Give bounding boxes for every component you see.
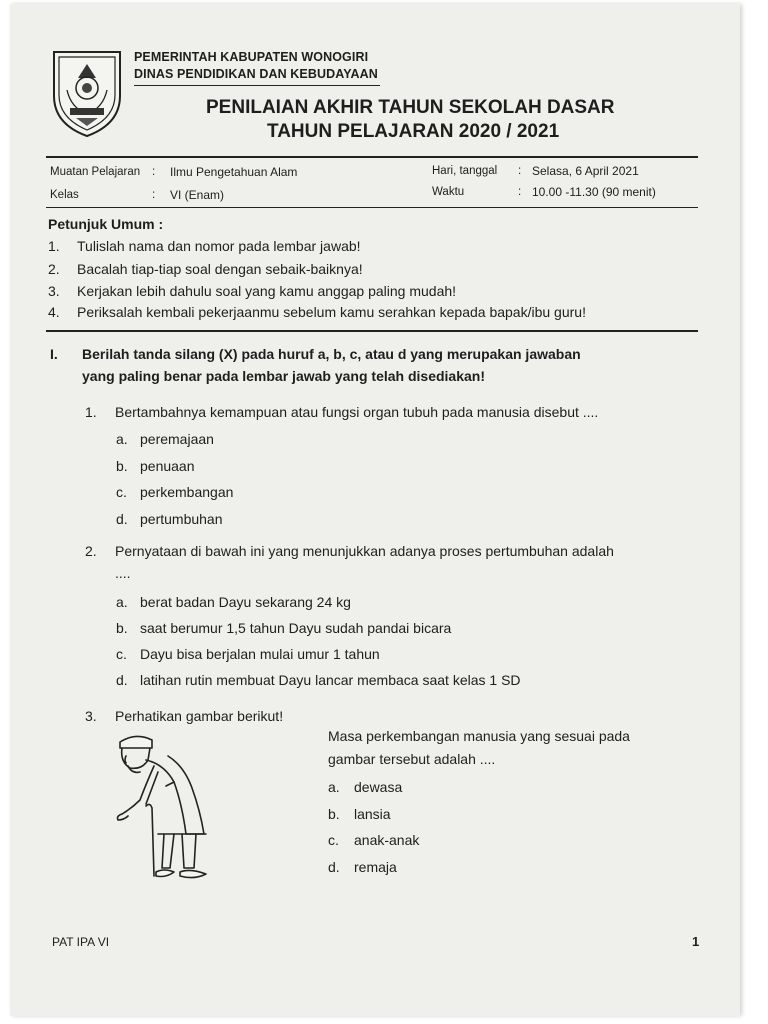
date-colon: :	[518, 165, 522, 177]
option-text: lansia	[354, 806, 391, 822]
section-instruction-line-2: yang paling benar pada lembar jawab yang telah disediakan!	[82, 368, 486, 384]
option-text: remaja	[354, 859, 397, 875]
date-value: Selasa, 6 April 2021	[532, 164, 639, 178]
exam-title-line-2: TAHUN PELAJARAN 2020 / 2021	[267, 121, 560, 142]
instructions-heading: Petunjuk Umum :	[48, 216, 164, 232]
section-number: I.	[50, 346, 58, 362]
info-divider	[46, 207, 698, 208]
question-number: 2.	[85, 543, 97, 559]
question-number: 1.	[85, 404, 97, 420]
instruction-text: Periksalah kembali pekerjaanmu sebelum kamu serahkan kepada bapak/ibu guru!	[77, 304, 586, 320]
class-value: VI (Enam)	[170, 188, 225, 202]
instruction-text: Kerjakan lebih dahulu soal yang kamu anggap paling mudah!	[77, 283, 457, 299]
option-text: peremajaan	[140, 431, 214, 447]
question-text: Bertambahnya kemampuan atau fungsi organ tubuh pada manusia disebut ....	[115, 404, 599, 420]
option-text: pertumbuhan	[140, 511, 223, 527]
option-text: berat badan Dayu sekarang 24 kg	[140, 594, 351, 610]
instruction-number: 4.	[48, 304, 60, 320]
option-text: Dayu bisa berjalan mulai umur 1 tahun	[140, 646, 380, 662]
header-divider	[46, 156, 698, 158]
agency-line-1: PEMERINTAH KABUPATEN WONOGIRI	[134, 50, 369, 64]
footer-subject-code: PAT IPA VI	[52, 935, 110, 949]
date-label: Hari, tanggal	[432, 165, 498, 177]
agency-line-2: DINAS PENDIDIKAN DAN KEBUDAYAAN	[134, 67, 378, 81]
option-letter: b.	[116, 458, 128, 474]
section-instruction-line-1: Berilah tanda silang (X) pada huruf a, b, c, atau d yang merupakan jawaban	[82, 346, 581, 362]
page-number: 1	[692, 934, 700, 949]
option-text: saat berumur 1,5 tahun Dayu sudah pandai bicara	[140, 620, 452, 636]
question-number: 3.	[85, 708, 97, 724]
option-letter: b.	[116, 620, 128, 636]
subject-label: Muatan Pelajaran	[50, 166, 141, 178]
wonogiri-emblem-logo	[48, 48, 126, 138]
time-colon: :	[518, 186, 522, 198]
instruction-number: 3.	[48, 283, 60, 299]
option-letter: a.	[328, 779, 340, 795]
subject-value: Ilmu Pengetahuan Alam	[170, 165, 298, 179]
option-text: latihan rutin membuat Dayu lancar membaca saat kelas 1 SD	[140, 672, 521, 688]
question-text: Pernyataan di bawah ini yang menunjukkan adanya proses pertumbuhan adalah	[115, 543, 614, 559]
class-colon: :	[152, 189, 156, 201]
option-letter: c.	[328, 832, 339, 848]
question-text-continued: ....	[115, 565, 131, 581]
question-text: Perhatikan gambar berikut!	[115, 708, 284, 724]
time-value: 10.00 -11.30 (90 menit)	[532, 185, 656, 199]
option-text: dewasa	[354, 779, 403, 795]
option-letter: a.	[116, 431, 128, 447]
option-letter: c.	[116, 484, 127, 500]
option-letter: a.	[116, 594, 128, 610]
option-text: anak-anak	[354, 832, 420, 848]
class-label: Kelas	[50, 189, 79, 201]
option-letter: b.	[328, 806, 340, 822]
option-letter: d.	[116, 672, 128, 688]
subject-colon: :	[152, 166, 156, 178]
time-label: Waktu	[432, 186, 465, 198]
instruction-number: 2.	[48, 261, 60, 277]
instruction-text: Bacalah tiap-tiap soal dengan sebaik-baiknya!	[77, 261, 363, 277]
instruction-number: 1.	[48, 238, 60, 254]
instructions-divider	[46, 330, 698, 332]
question-side-text-line-1: Masa perkembangan manusia yang sesuai pada	[328, 728, 630, 744]
instruction-text: Tulislah nama dan nomor pada lembar jawab!	[77, 238, 361, 254]
agency-underline	[134, 85, 380, 86]
exam-title-line-1: PENILAIAN AKHIR TAHUN SEKOLAH DASAR	[206, 97, 615, 118]
question-side-text-line-2: gambar tersebut adalah ....	[328, 751, 496, 767]
option-letter: d.	[328, 859, 340, 875]
option-text: perkembangan	[140, 484, 234, 500]
elderly-person-illustration	[112, 730, 222, 882]
option-letter: c.	[116, 646, 127, 662]
option-letter: d.	[116, 511, 128, 527]
option-text: penuaan	[140, 458, 195, 474]
